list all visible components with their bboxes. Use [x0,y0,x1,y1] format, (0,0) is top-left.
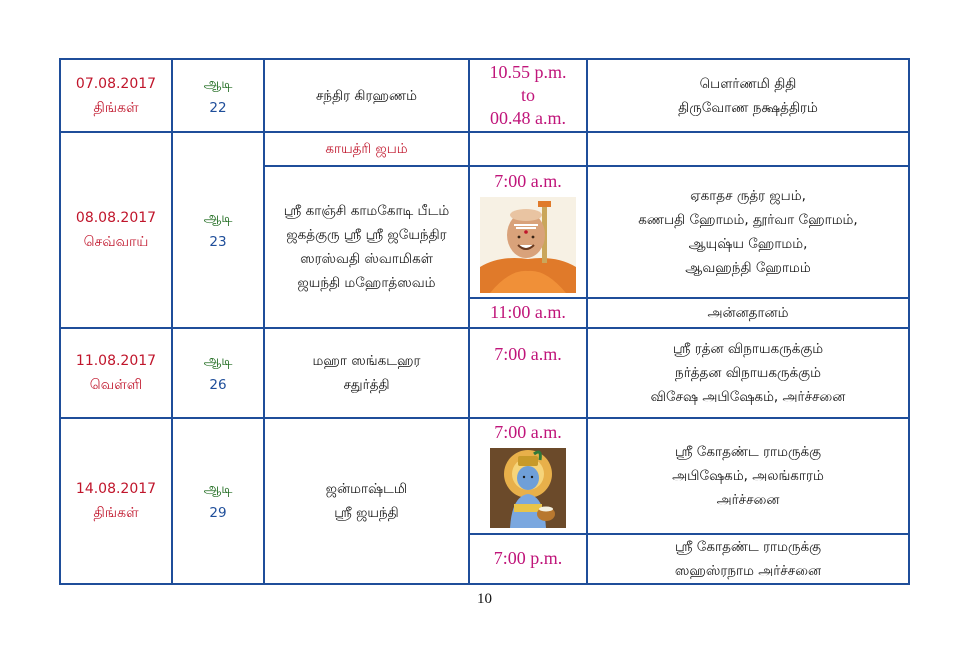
time-cell [469,328,587,418]
details-line: அன்னதானம் [707,305,789,321]
tamil-month: ஆடி [203,75,233,92]
details-line: ஸ்ரீ கோதண்ட ராமருக்கு [674,444,822,460]
event-cell [264,132,469,166]
event-line: ஜகத்குரு ஸ்ரீ ஸ்ரீ ஜயேந்திர [286,227,447,243]
details-cell [587,166,909,298]
event-line: சதுர்த்தி [343,377,390,393]
time-text: 7:00 a.m. [494,422,562,442]
time-text: 7:00 a.m. [494,171,562,191]
tamil-month: ஆடி [203,353,233,369]
table-row [60,59,909,132]
time-cell [469,418,587,534]
time-cell [469,166,587,298]
krishna-picture [490,448,566,528]
event-line: ஜயந்தி மஹோத்ஸவம் [297,275,436,291]
tamil-date-cell [172,418,264,584]
details-cell [587,534,909,584]
date-text: 08.08.2017 [75,210,157,226]
time-cell [469,298,587,328]
event-line: ஸ்ரீ ஜயந்தி [334,505,399,521]
details-line: ஸஹஸ்ரநாம அர்ச்சனை [674,563,822,579]
tamil-date-cell [172,132,264,328]
time-cell [469,132,587,166]
details-cell [587,298,909,328]
details-cell [587,59,909,132]
time-text: 11:00 a.m. [490,301,566,322]
date-cell [60,132,172,328]
weekday-text: திங்கள் [93,99,139,116]
details-line: விசேஷ அபிஷேகம், அர்ச்சனை [650,389,846,405]
details-line: ஸ்ரீ கோதண்ட ராமருக்கு [674,539,822,555]
event-line: ஸரஸ்வதி ஸ்வாமிகள் [300,251,433,267]
event-line: மஹா ஸங்கடஹர [312,353,421,369]
details-line: பௌர்ணமி திதி [699,75,797,92]
time-text: to [520,85,535,105]
date-cell [60,328,172,418]
tamil-month: ஆடி [203,210,233,226]
time-text: 00.48 a.m. [490,108,566,128]
table-row [60,328,909,418]
event-cell [264,166,469,328]
time-text: 10.55 p.m. [489,62,567,82]
swami-portrait [480,197,576,293]
tamil-date-cell [172,328,264,418]
details-line: திருவோண நக்ஷத்திரம் [678,99,818,116]
tamil-day: 26 [209,377,227,393]
details-line: அர்ச்சனை [716,492,780,508]
table-row [60,418,909,534]
schedule-table [59,58,910,585]
details-line: ஏகாதச ருத்ர ஜபம், [690,188,806,204]
tamil-month: ஆடி [203,481,233,497]
event-text: சந்திர கிரஹணம் [315,87,418,104]
table-row [60,132,909,166]
event-line: ஸ்ரீ காஞ்சி காமகோடி பீடம் [283,203,450,219]
details-cell [587,132,909,166]
event-cell [264,59,469,132]
tamil-date-cell [172,59,264,132]
tamil-day: 29 [209,505,227,521]
date-text: 11.08.2017 [75,353,157,369]
weekday-text: திங்கள் [93,505,139,521]
date-text: 07.08.2017 [75,75,157,92]
time-cell [469,534,587,584]
date-text: 14.08.2017 [75,481,157,497]
details-line: ஆயுஷ்ய ஹோமம், [688,236,808,252]
date-cell [60,418,172,584]
details-line: கணபதி ஹோமம், தூர்வா ஹோமம், [638,212,858,228]
tamil-day: 22 [209,99,227,116]
event-line: ஜன்மாஷ்டமி [325,481,408,497]
details-cell [587,328,909,418]
event-cell [264,328,469,418]
event-text: காயத்ரி ஜபம் [325,141,408,157]
event-cell [264,418,469,584]
details-line: அபிஷேகம், அலங்காரம் [672,468,824,484]
time-text: 7:00 a.m. [494,344,562,364]
weekday-text: வெள்ளி [89,377,143,393]
page-number: 10 [477,591,492,607]
details-cell [587,418,909,534]
details-line: ஆவஹந்தி ஹோமம் [685,260,811,276]
details-line: நர்த்தன விநாயகருக்கும் [675,365,821,381]
date-cell [60,59,172,132]
time-cell [469,59,587,132]
details-line: ஸ்ரீ ரத்ன விநாயகருக்கும் [672,341,824,357]
weekday-text: செவ்வாய் [83,234,149,250]
tamil-day: 23 [209,234,227,250]
time-text: 7:00 p.m. [493,547,563,568]
